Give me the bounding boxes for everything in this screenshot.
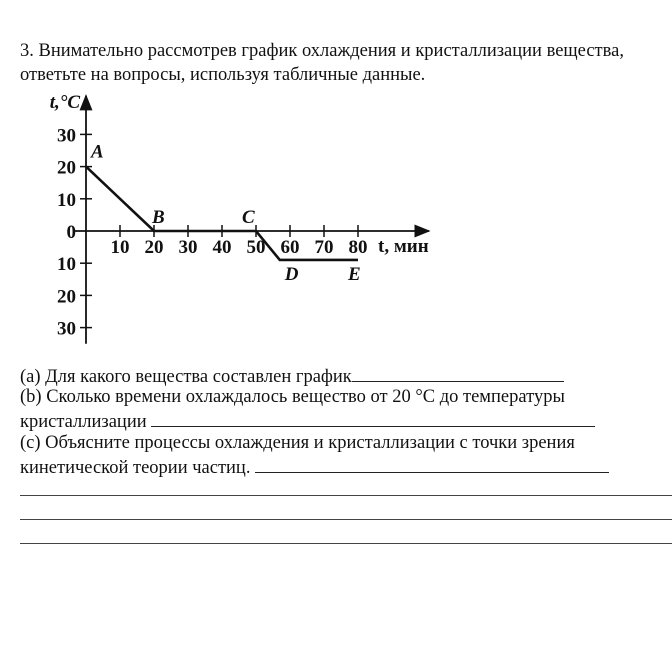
x-tick-label-40: 40 (212, 237, 232, 258)
point-label-d: D (284, 263, 299, 285)
x-tick-label-70: 70 (314, 237, 334, 258)
question-title-line-1: 3. Внимательно рассмотрев график охлаждения и кристаллизации вещества, (20, 41, 624, 61)
question-a-text: (a) Для какого вещества составлен график (20, 367, 352, 387)
y-axis-label: t,°C (49, 91, 80, 113)
question-b-text-line-1: (b) Сколько времени охлаждалось вещество от 20 °С до температуры (20, 387, 565, 407)
answer-b-blank[interactable] (151, 409, 595, 427)
question-b-text-line-2: кристаллизации (20, 412, 147, 432)
point-label-a: A (91, 141, 104, 163)
y-tick-label-neg20: 20 (57, 286, 76, 308)
answer-line-1[interactable] (20, 495, 672, 496)
point-label-b: B (152, 207, 165, 228)
x-axis-label: t, мин (378, 236, 429, 257)
y-tick-label-neg10: 10 (57, 254, 76, 276)
question-c-text-line-2: кинетической теории частиц. (20, 458, 251, 478)
y-tick-label-10: 10 (57, 189, 76, 211)
x-tick-label-80: 80 (348, 237, 368, 258)
y-tick-label-30: 30 (57, 125, 76, 147)
question-title-line-2: ответьте на вопросы, используя табличные данные. (20, 65, 426, 85)
point-label-e: E (348, 263, 361, 285)
y-tick-label-20: 20 (57, 157, 76, 179)
question-a (20, 364, 564, 388)
question-b-line-2 (20, 409, 595, 433)
x-tick-label-20: 20 (144, 237, 164, 258)
y-tick-label-neg30: 30 (57, 318, 76, 340)
x-tick-label-30: 30 (178, 237, 198, 258)
y-tick-label-0: 0 (66, 222, 76, 243)
question-c-line-2 (20, 455, 609, 479)
x-tick-label-10: 10 (110, 237, 130, 258)
x-tick-label-60: 60 (280, 237, 300, 258)
x-tick-label-50: 50 (246, 237, 266, 258)
point-label-c: C (242, 207, 255, 228)
answer-line-3[interactable] (20, 543, 672, 544)
question-c-text-line-1: (c) Объясните процессы охлаждения и кристаллизации с точки зрения (20, 433, 575, 453)
answer-c-blank[interactable] (255, 455, 609, 473)
answer-line-2[interactable] (20, 519, 672, 520)
answer-a-blank[interactable] (352, 364, 564, 382)
